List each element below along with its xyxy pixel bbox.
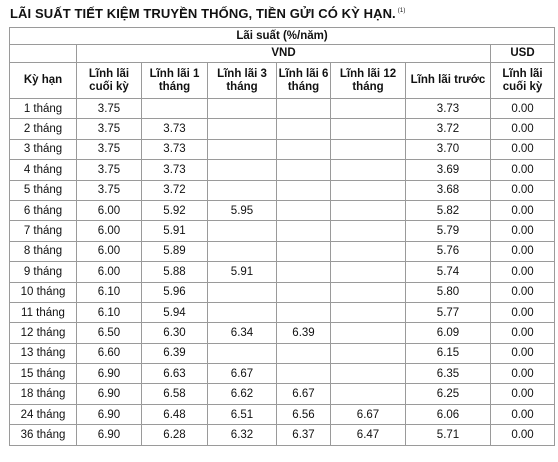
column-header-row — [10, 63, 555, 99]
cell-vnd-end-of-term: 6.00 — [77, 221, 142, 241]
cell-vnd-6-months — [277, 241, 331, 261]
cell-term: 2 tháng — [10, 119, 77, 139]
cell-vnd-6-months — [277, 302, 331, 322]
cell-vnd-12-months — [331, 139, 406, 159]
cell-vnd-12-months: 6.67 — [331, 404, 406, 424]
cell-term: 10 tháng — [10, 282, 77, 302]
cell-usd-end-of-term: 0.00 — [491, 119, 555, 139]
cell-vnd-monthly: 6.28 — [142, 425, 208, 445]
cell-usd-end-of-term: 0.00 — [491, 160, 555, 180]
cell-term: 9 tháng — [10, 262, 77, 282]
cell-usd-end-of-term: 0.00 — [491, 404, 555, 424]
cell-usd-end-of-term: 0.00 — [491, 323, 555, 343]
cell-usd-end-of-term: 0.00 — [491, 302, 555, 322]
title-footnote-marker: (1) — [397, 8, 406, 14]
cell-vnd-quarterly — [208, 221, 277, 241]
cell-vnd-prepaid: 5.77 — [406, 302, 491, 322]
cell-vnd-end-of-term: 3.75 — [77, 160, 142, 180]
cell-vnd-6-months: 6.56 — [277, 404, 331, 424]
cell-term: 12 tháng — [10, 323, 77, 343]
table-row — [10, 425, 555, 445]
cell-vnd-12-months — [331, 221, 406, 241]
cell-vnd-end-of-term: 6.90 — [77, 364, 142, 384]
table-row — [10, 180, 555, 200]
col-header-vnd-quarterly: Lĩnh lãi 3 tháng — [208, 63, 277, 99]
cell-term: 11 tháng — [10, 302, 77, 322]
cell-usd-end-of-term: 0.00 — [491, 139, 555, 159]
cell-vnd-prepaid: 5.80 — [406, 282, 491, 302]
cell-usd-end-of-term: 0.00 — [491, 99, 555, 119]
cell-vnd-12-months — [331, 262, 406, 282]
cell-vnd-end-of-term: 6.10 — [77, 302, 142, 322]
cell-vnd-end-of-term: 6.00 — [77, 200, 142, 220]
cell-vnd-6-months — [277, 180, 331, 200]
cell-vnd-quarterly — [208, 119, 277, 139]
cell-usd-end-of-term: 0.00 — [491, 200, 555, 220]
table-row — [10, 262, 555, 282]
cell-vnd-6-months: 6.39 — [277, 323, 331, 343]
cell-vnd-6-months — [277, 119, 331, 139]
cell-vnd-prepaid: 5.74 — [406, 262, 491, 282]
cell-vnd-quarterly — [208, 180, 277, 200]
table-row — [10, 343, 555, 363]
cell-vnd-prepaid: 5.82 — [406, 200, 491, 220]
cell-term: 8 tháng — [10, 241, 77, 261]
cell-vnd-6-months — [277, 364, 331, 384]
cell-vnd-prepaid: 3.73 — [406, 99, 491, 119]
cell-vnd-quarterly — [208, 139, 277, 159]
cell-vnd-12-months — [331, 364, 406, 384]
cell-vnd-6-months — [277, 99, 331, 119]
cell-vnd-prepaid: 5.71 — [406, 425, 491, 445]
rate-rows — [10, 99, 555, 446]
table-row — [10, 200, 555, 220]
cell-vnd-prepaid: 3.69 — [406, 160, 491, 180]
cell-vnd-end-of-term: 6.60 — [77, 343, 142, 363]
table-row — [10, 221, 555, 241]
cell-usd-end-of-term: 0.00 — [491, 221, 555, 241]
table-row — [10, 302, 555, 322]
cell-vnd-monthly: 5.88 — [142, 262, 208, 282]
cell-vnd-monthly: 6.48 — [142, 404, 208, 424]
col-header-vnd-6-months: Lĩnh lãi 6 tháng — [277, 63, 331, 99]
cell-vnd-end-of-term: 3.75 — [77, 180, 142, 200]
table-row — [10, 119, 555, 139]
cell-vnd-quarterly: 6.51 — [208, 404, 277, 424]
cell-vnd-monthly: 3.73 — [142, 139, 208, 159]
cell-vnd-quarterly — [208, 343, 277, 363]
cell-vnd-monthly: 5.94 — [142, 302, 208, 322]
cell-vnd-6-months: 6.37 — [277, 425, 331, 445]
cell-vnd-monthly: 6.63 — [142, 364, 208, 384]
table-row — [10, 241, 555, 261]
cell-term: 24 tháng — [10, 404, 77, 424]
cell-vnd-quarterly — [208, 302, 277, 322]
cell-vnd-6-months — [277, 139, 331, 159]
cell-vnd-monthly: 3.73 — [142, 119, 208, 139]
col-header-term: Kỳ hạn — [10, 63, 77, 99]
currency-header-vnd: VND — [77, 45, 491, 63]
cell-term: 5 tháng — [10, 180, 77, 200]
cell-usd-end-of-term: 0.00 — [491, 241, 555, 261]
table-row — [10, 160, 555, 180]
cell-vnd-monthly: 3.73 — [142, 160, 208, 180]
cell-vnd-quarterly: 6.32 — [208, 425, 277, 445]
cell-vnd-prepaid: 6.15 — [406, 343, 491, 363]
cell-vnd-6-months — [277, 282, 331, 302]
cell-usd-end-of-term: 0.00 — [491, 384, 555, 404]
page-title — [10, 6, 405, 21]
cell-vnd-prepaid: 5.76 — [406, 241, 491, 261]
cell-vnd-quarterly — [208, 282, 277, 302]
table-row — [10, 282, 555, 302]
cell-vnd-prepaid: 3.70 — [406, 139, 491, 159]
cell-vnd-end-of-term: 6.90 — [77, 384, 142, 404]
cell-vnd-6-months — [277, 343, 331, 363]
cell-vnd-end-of-term: 3.75 — [77, 99, 142, 119]
cell-usd-end-of-term: 0.00 — [491, 364, 555, 384]
table-row — [10, 404, 555, 424]
cell-term: 15 tháng — [10, 364, 77, 384]
currency-header-usd: USD — [491, 45, 555, 63]
cell-vnd-12-months — [331, 302, 406, 322]
cell-usd-end-of-term: 0.00 — [491, 425, 555, 445]
cell-vnd-quarterly — [208, 160, 277, 180]
cell-term: 18 tháng — [10, 384, 77, 404]
cell-vnd-12-months — [331, 343, 406, 363]
title-text: LÃI SUẤT TIẾT KIỆM TRUYỀN THỐNG, TIỀN GỬI CÓ KỲ HẠN. — [10, 6, 396, 21]
cell-vnd-quarterly — [208, 241, 277, 261]
cell-vnd-quarterly: 6.34 — [208, 323, 277, 343]
cell-usd-end-of-term: 0.00 — [491, 262, 555, 282]
col-header-vnd-12-months: Lĩnh lãi 12 tháng — [331, 63, 406, 99]
cell-vnd-12-months: 6.47 — [331, 425, 406, 445]
cell-vnd-6-months — [277, 221, 331, 241]
cell-vnd-end-of-term: 6.90 — [77, 404, 142, 424]
cell-vnd-6-months — [277, 160, 331, 180]
cell-term: 7 tháng — [10, 221, 77, 241]
cell-vnd-end-of-term: 3.75 — [77, 139, 142, 159]
cell-term: 1 tháng — [10, 99, 77, 119]
cell-vnd-end-of-term: 6.00 — [77, 262, 142, 282]
table-row — [10, 364, 555, 384]
interest-rate-table — [9, 27, 555, 446]
cell-vnd-monthly: 6.58 — [142, 384, 208, 404]
cell-vnd-end-of-term: 6.10 — [77, 282, 142, 302]
cell-vnd-12-months — [331, 282, 406, 302]
cell-vnd-end-of-term: 6.50 — [77, 323, 142, 343]
cell-vnd-12-months — [331, 180, 406, 200]
col-header-vnd-prepaid: Lĩnh lãi trước — [406, 63, 491, 99]
cell-vnd-prepaid: 6.25 — [406, 384, 491, 404]
cell-vnd-quarterly: 6.67 — [208, 364, 277, 384]
cell-vnd-monthly: 5.92 — [142, 200, 208, 220]
cell-vnd-end-of-term: 6.00 — [77, 241, 142, 261]
table-row — [10, 384, 555, 404]
currency-spacer-cell — [10, 45, 77, 63]
table-row — [10, 139, 555, 159]
cell-term: 13 tháng — [10, 343, 77, 363]
cell-vnd-quarterly: 5.95 — [208, 200, 277, 220]
cell-vnd-prepaid: 6.06 — [406, 404, 491, 424]
cell-vnd-6-months — [277, 262, 331, 282]
cell-vnd-end-of-term: 3.75 — [77, 119, 142, 139]
cell-vnd-monthly: 5.96 — [142, 282, 208, 302]
cell-vnd-12-months — [331, 119, 406, 139]
col-header-usd-end-of-term: Lĩnh lãi cuối kỳ — [491, 63, 555, 99]
cell-vnd-quarterly: 5.91 — [208, 262, 277, 282]
cell-vnd-12-months — [331, 160, 406, 180]
cell-vnd-monthly: 6.39 — [142, 343, 208, 363]
rate-group-header: Lãi suất (%/năm) — [10, 28, 555, 45]
cell-vnd-6-months: 6.67 — [277, 384, 331, 404]
col-header-vnd-end-of-term: Lĩnh lãi cuối kỳ — [77, 63, 142, 99]
cell-vnd-monthly: 6.30 — [142, 323, 208, 343]
cell-vnd-monthly: 5.89 — [142, 241, 208, 261]
cell-vnd-12-months — [331, 99, 406, 119]
table-row — [10, 99, 555, 119]
cell-usd-end-of-term: 0.00 — [491, 180, 555, 200]
table-row — [10, 323, 555, 343]
cell-term: 4 tháng — [10, 160, 77, 180]
cell-vnd-prepaid: 5.79 — [406, 221, 491, 241]
cell-vnd-quarterly — [208, 99, 277, 119]
cell-vnd-end-of-term: 6.90 — [77, 425, 142, 445]
cell-vnd-12-months — [331, 384, 406, 404]
cell-vnd-prepaid: 3.68 — [406, 180, 491, 200]
cell-usd-end-of-term: 0.00 — [491, 282, 555, 302]
cell-vnd-prepaid: 6.09 — [406, 323, 491, 343]
cell-vnd-monthly: 5.91 — [142, 221, 208, 241]
cell-vnd-monthly — [142, 99, 208, 119]
cell-vnd-12-months — [331, 241, 406, 261]
cell-vnd-monthly: 3.72 — [142, 180, 208, 200]
col-header-vnd-monthly: Lĩnh lãi 1 tháng — [142, 63, 208, 99]
cell-term: 36 tháng — [10, 425, 77, 445]
cell-vnd-prepaid: 3.72 — [406, 119, 491, 139]
cell-term: 3 tháng — [10, 139, 77, 159]
cell-vnd-12-months — [331, 200, 406, 220]
cell-usd-end-of-term: 0.00 — [491, 343, 555, 363]
cell-vnd-12-months — [331, 323, 406, 343]
cell-vnd-6-months — [277, 200, 331, 220]
cell-vnd-prepaid: 6.35 — [406, 364, 491, 384]
cell-term: 6 tháng — [10, 200, 77, 220]
cell-vnd-quarterly: 6.62 — [208, 384, 277, 404]
